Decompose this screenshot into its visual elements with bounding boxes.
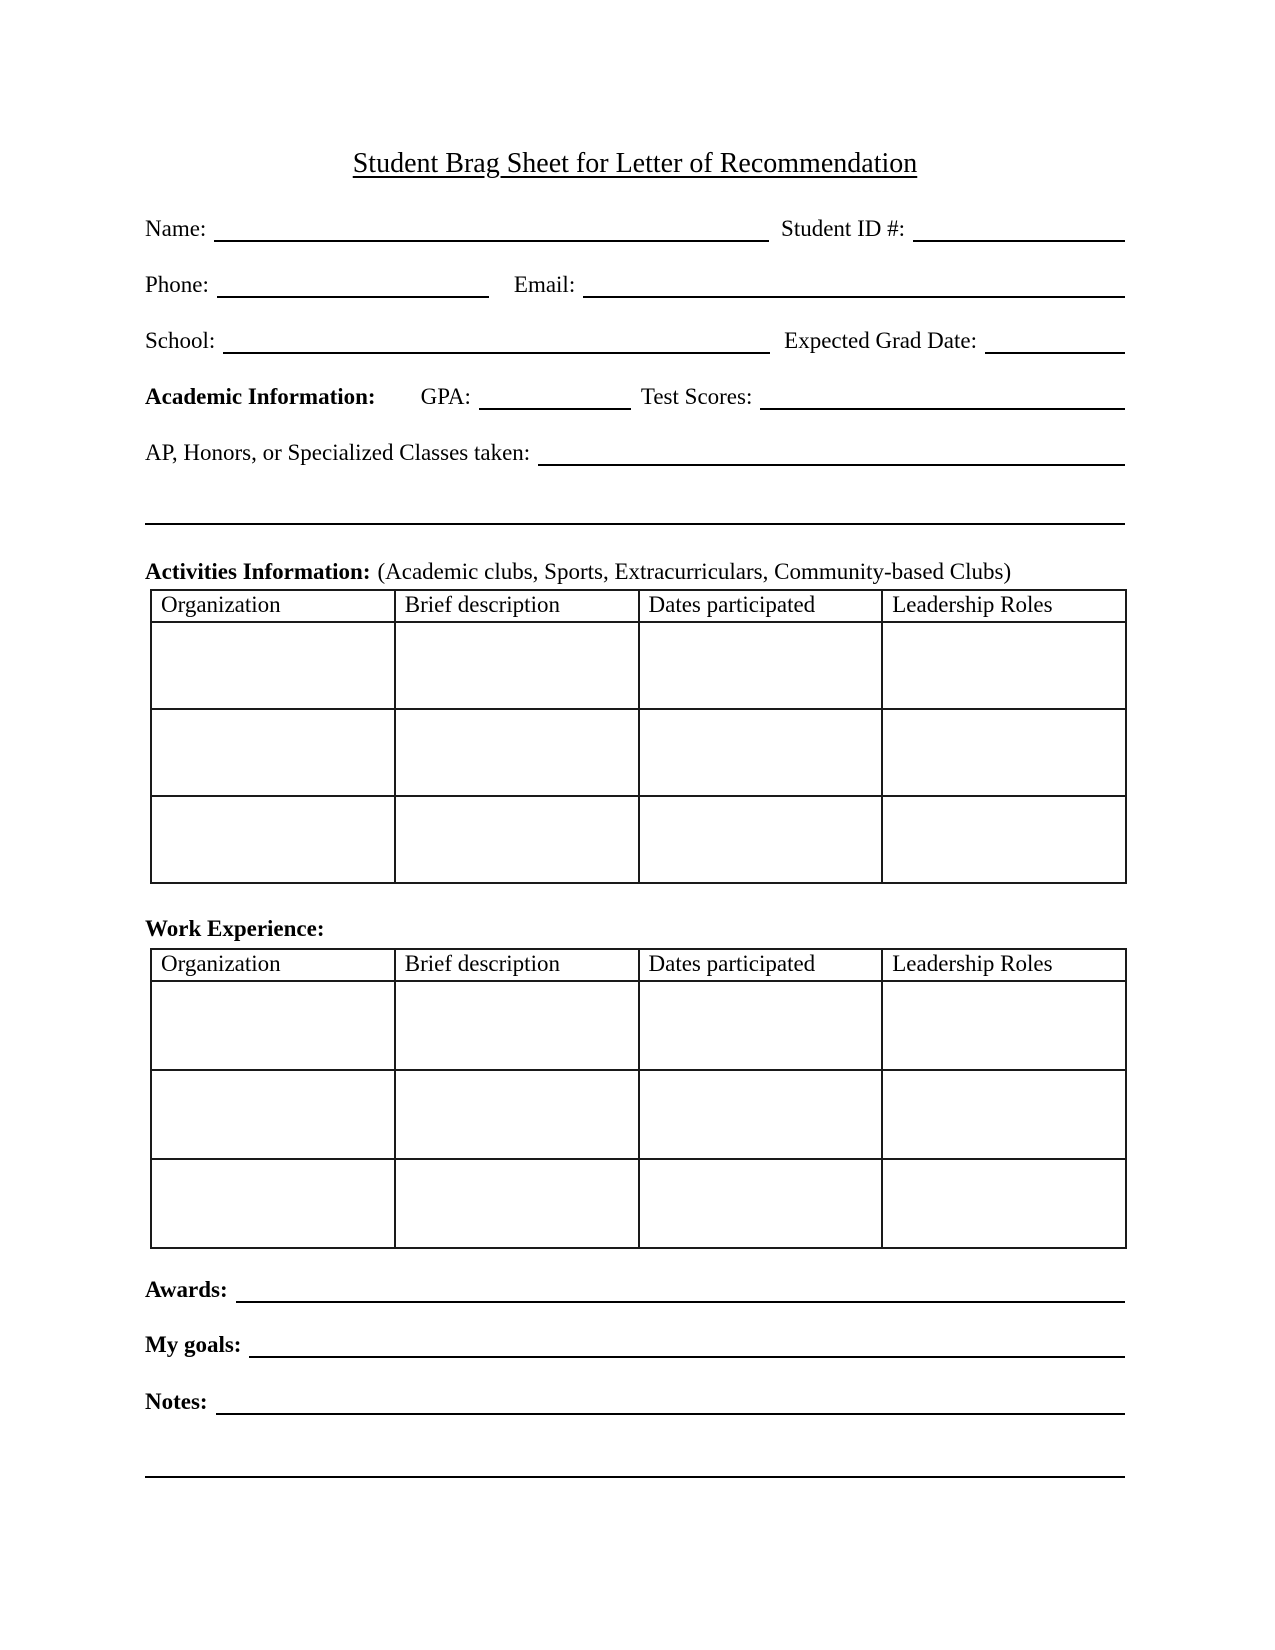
column-header-organization: Organization [151, 949, 395, 981]
work-experience-heading: Work Experience: [145, 916, 325, 941]
column-header-brief-description: Brief description [395, 590, 639, 622]
student-id-label: Student ID #: [781, 216, 905, 241]
column-header-leadership-roles: Leadership Roles [882, 949, 1126, 981]
table-row [151, 1070, 1126, 1159]
table-cell [639, 622, 883, 709]
test-scores-label: Test Scores: [640, 384, 753, 409]
table-cell [882, 796, 1126, 883]
email-blank-line [583, 272, 1125, 298]
table-row [151, 796, 1126, 883]
table-cell [151, 796, 395, 883]
table-cell [639, 709, 883, 796]
activities-table-body [151, 622, 1126, 883]
table-cell [882, 1070, 1126, 1159]
phone-blank-line [217, 272, 489, 298]
notes-row [145, 1385, 1125, 1415]
email-label: Email: [513, 272, 576, 297]
goals-label: My goals: [145, 1332, 242, 1357]
notes-label: Notes: [145, 1389, 208, 1414]
column-header-dates-participated: Dates participated [639, 949, 883, 981]
ap-classes-continuation-line [145, 523, 1125, 525]
table-cell [395, 796, 639, 883]
table-header-row [151, 590, 1126, 622]
activities-heading: Activities Information: [145, 559, 371, 584]
awards-blank-line [236, 1277, 1125, 1303]
table-cell [151, 1070, 395, 1159]
activities-table [150, 589, 1127, 884]
awards-label: Awards: [145, 1277, 228, 1302]
gpa-blank-line [479, 384, 631, 410]
page-title: Student Brag Sheet for Letter of Recommendation [352, 148, 918, 179]
work-experience-table [150, 948, 1127, 1249]
column-header-brief-description: Brief description [395, 949, 639, 981]
gpa-label: GPA: [420, 384, 471, 409]
name-label: Name: [145, 216, 207, 241]
table-cell [395, 1070, 639, 1159]
column-header-leadership-roles: Leadership Roles [882, 590, 1126, 622]
activities-table-header [151, 590, 1126, 622]
grad-date-blank-line [985, 328, 1125, 354]
table-cell [151, 709, 395, 796]
activities-heading-row [145, 555, 1125, 585]
table-row [151, 622, 1126, 709]
table-cell [882, 622, 1126, 709]
table-cell [882, 1159, 1126, 1248]
goals-blank-line [249, 1332, 1125, 1358]
table-cell [151, 622, 395, 709]
student-id-blank-line [913, 216, 1125, 242]
column-header-dates-participated: Dates participated [639, 590, 883, 622]
table-cell [882, 981, 1126, 1070]
table-cell [639, 796, 883, 883]
test-scores-blank-line [760, 384, 1125, 410]
work-experience-table-header [151, 949, 1126, 981]
table-cell [151, 981, 395, 1070]
table-row [151, 1159, 1126, 1248]
table-row [151, 981, 1126, 1070]
table-cell [639, 1070, 883, 1159]
table-cell [639, 981, 883, 1070]
table-cell [151, 1159, 395, 1248]
table-cell [395, 709, 639, 796]
table-header-row [151, 949, 1126, 981]
ap-classes-row [145, 436, 1125, 466]
grad-date-label: Expected Grad Date: [784, 328, 977, 353]
activities-heading-note: (Academic clubs, Sports, Extracurriculars, Community-based Clubs) [377, 559, 1012, 584]
table-cell [395, 1159, 639, 1248]
notes-continuation-line [145, 1476, 1125, 1478]
school-label: School: [145, 328, 216, 353]
goals-row [145, 1328, 1125, 1358]
school-row [145, 324, 1125, 354]
title-row [145, 150, 1125, 182]
academic-info-heading: Academic Information: [145, 384, 376, 409]
notes-blank-line [216, 1389, 1125, 1415]
table-cell [882, 709, 1126, 796]
table-cell [395, 981, 639, 1070]
table-cell [395, 622, 639, 709]
work-experience-table-body [151, 981, 1126, 1248]
ap-classes-label: AP, Honors, or Specialized Classes taken: [145, 440, 531, 465]
phone-label: Phone: [145, 272, 209, 297]
table-cell [639, 1159, 883, 1248]
work-experience-heading-row [145, 912, 1125, 942]
column-header-organization: Organization [151, 590, 395, 622]
academic-info-row [145, 380, 1125, 410]
name-blank-line [214, 216, 769, 242]
name-row [145, 212, 1125, 242]
ap-classes-blank-line [538, 440, 1125, 466]
awards-row [145, 1273, 1125, 1303]
table-row [151, 709, 1126, 796]
school-blank-line [223, 328, 770, 354]
phone-row [145, 268, 1125, 298]
